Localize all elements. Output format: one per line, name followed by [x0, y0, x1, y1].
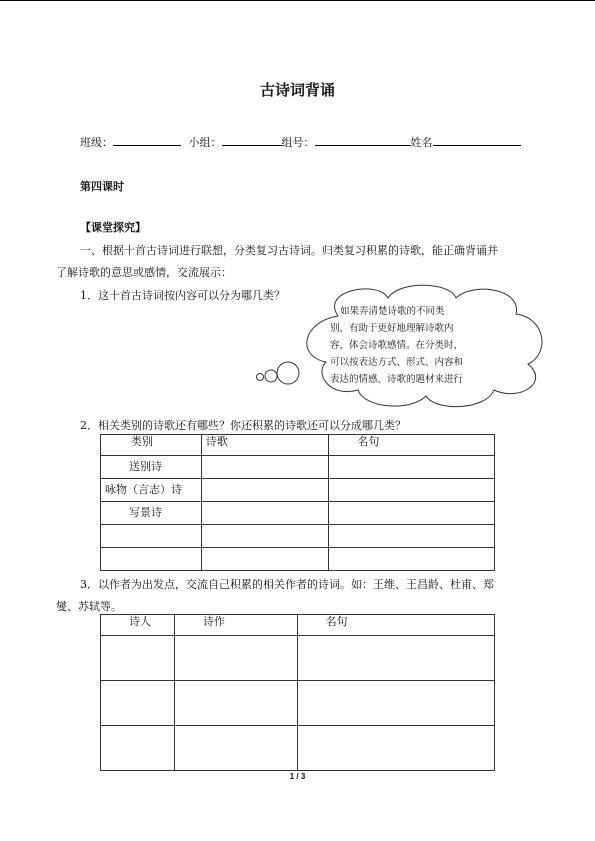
category-cell: 写景诗	[101, 502, 202, 525]
category-table	[100, 434, 495, 571]
poem-cell[interactable]	[201, 456, 329, 479]
question-3-line-1: 3．以作者为出发点，交流自己积累的相关作者的诗词。如：王维、王昌龄、杜甫、郑	[80, 578, 494, 591]
poet-cell[interactable]	[101, 726, 175, 771]
table-row	[101, 502, 495, 525]
question-3-line-2: 燮、苏轼等。	[56, 600, 122, 613]
work-cell[interactable]	[174, 636, 297, 681]
poem-cell[interactable]	[201, 479, 329, 502]
table-row	[101, 681, 495, 726]
category-cell: 咏物（言志）诗	[101, 479, 202, 502]
question-2: 2．相关类别的诗歌还有哪些？你还积累的诗歌还可以分成哪几类？	[80, 419, 406, 432]
work-cell[interactable]	[174, 681, 297, 726]
class-label: 班级：	[80, 136, 113, 149]
quote-cell[interactable]	[297, 726, 494, 771]
group-label: 小组：	[188, 136, 222, 149]
cloud-line: 可以按表达方式、形式、内容和	[330, 357, 464, 368]
page-title: 古诗词背诵	[259, 81, 335, 99]
quote-cell[interactable]	[297, 681, 494, 726]
quote-cell[interactable]	[329, 456, 495, 479]
header-cell: 诗作	[174, 615, 297, 636]
table-row	[101, 525, 495, 548]
lesson-heading: 第四课时	[80, 180, 124, 193]
cloud-line: 容，体会诗歌感情。在分类时，	[330, 340, 464, 351]
table-row	[101, 548, 495, 571]
category-cell[interactable]	[101, 548, 202, 571]
header-cell: 诗歌	[201, 435, 329, 456]
poem-cell[interactable]	[201, 548, 329, 571]
top-rule	[0, 0, 595, 1]
poet-table	[100, 614, 495, 771]
quote-cell[interactable]	[329, 502, 495, 525]
table-header-row	[101, 435, 495, 456]
quote-cell[interactable]	[329, 525, 495, 548]
header-cell: 名句	[297, 615, 494, 636]
intro-line-2: 了解诗歌的意思或感情，交流展示：	[56, 266, 232, 279]
cloud-text	[330, 303, 480, 388]
cloud-line: 表达的情感、诗歌的题材来进行	[330, 374, 464, 385]
poet-cell[interactable]	[101, 681, 175, 726]
number-blank[interactable]	[315, 134, 411, 146]
poem-cell[interactable]	[201, 525, 329, 548]
work-cell[interactable]	[174, 726, 297, 771]
intro-line-1: 一、根据十首古诗词进行联想，分类复习古诗词。归类复习积累的诗歌，能正确背诵并	[80, 244, 498, 257]
section-header: 【课堂探究】	[80, 221, 146, 234]
category-cell[interactable]	[101, 525, 202, 548]
cloud-line: 如果弄清楚诗歌的不同类	[340, 306, 445, 317]
table-header-row	[101, 615, 495, 636]
class-blank[interactable]	[113, 134, 181, 146]
header-cell: 类别	[101, 435, 202, 456]
table-row	[101, 479, 495, 502]
page-number: 1 / 3	[289, 772, 306, 781]
table-row	[101, 636, 495, 681]
table-row	[101, 456, 495, 479]
name-blank[interactable]	[433, 134, 521, 146]
table-row	[101, 726, 495, 771]
group-blank[interactable]	[222, 134, 282, 146]
poem-cell[interactable]	[201, 502, 329, 525]
category-cell: 送别诗	[101, 456, 202, 479]
number-label: 组号：	[281, 136, 315, 149]
header-cell: 诗人	[101, 615, 175, 636]
quote-cell[interactable]	[297, 636, 494, 681]
info-line	[80, 134, 521, 150]
poet-cell[interactable]	[101, 636, 175, 681]
quote-cell[interactable]	[329, 479, 495, 502]
name-label: 姓名	[410, 136, 433, 149]
quote-cell[interactable]	[329, 548, 495, 571]
question-1: 1．这十首古诗词按内容可以分为哪几类？	[80, 289, 285, 302]
header-cell: 名句	[329, 435, 495, 456]
cloud-line: 别，有助于更好地理解诗歌内	[330, 323, 454, 334]
